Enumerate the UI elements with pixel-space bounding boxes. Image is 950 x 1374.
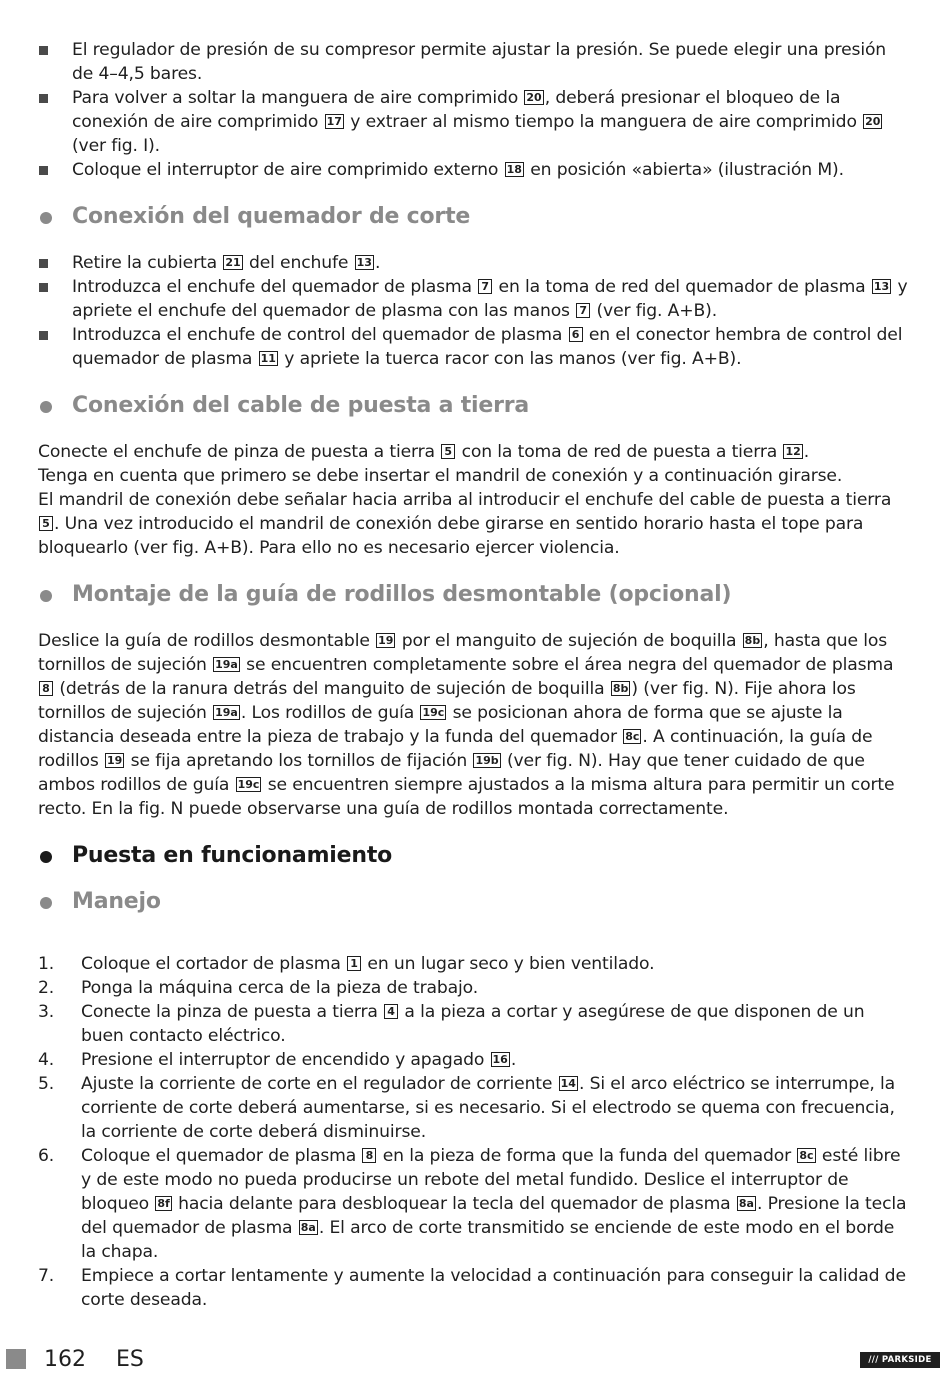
step-number: 7. bbox=[38, 1266, 55, 1286]
text-run: Deslice la guía de rodillos desmontable bbox=[38, 631, 376, 651]
text-run: Ajuste la corriente de corte en el regulador de corriente bbox=[81, 1074, 558, 1094]
part-reference: 19 bbox=[107, 754, 123, 767]
paragraph bbox=[38, 440, 912, 464]
text-run: (ver fig. N). Hay que tener cuidado de que ambos rodillos de guía bbox=[38, 751, 865, 795]
part-reference: 8a bbox=[300, 1221, 316, 1234]
text-run: se posicionan ahora de forma que se ajuste la distancia deseada entre la pieza de trabajo y la funda del quemador bbox=[38, 703, 843, 747]
step-item bbox=[38, 1048, 912, 1072]
part-reference: 19c bbox=[237, 778, 260, 791]
bullet-item bbox=[38, 323, 912, 371]
section-heading: Conexión del cable de puesta a tierra bbox=[38, 392, 912, 420]
part-reference: 8b bbox=[744, 634, 761, 647]
bullet-item bbox=[38, 251, 912, 275]
step-number: 1. bbox=[38, 954, 55, 974]
text-run: y extraer al mismo tiempo la manguera de aire comprimido bbox=[344, 112, 863, 132]
text-run: en el conector hembra de control del quemador de plasma bbox=[72, 325, 903, 369]
part-reference: 18 bbox=[506, 163, 522, 176]
text-run: Tenga en cuenta que primero se debe insertar el mandril de conexión y a continuación girarse. bbox=[38, 466, 843, 486]
part-reference: 5 bbox=[441, 444, 455, 459]
text-run: (detrás de la ranura detrás del manguito de sujeción de boquilla bbox=[54, 679, 610, 699]
text-run: . Los rodillos de guía bbox=[240, 703, 420, 723]
part-reference: 19c bbox=[422, 706, 445, 719]
section-heading: Montaje de la guía de rodillos desmontable (opcional) bbox=[38, 581, 912, 609]
text-run: , deberá presionar el bloqueo de la conexión de aire comprimido bbox=[72, 88, 841, 132]
footer bbox=[0, 1346, 950, 1374]
text-run: Conecte la pinza de puesta a tierra bbox=[81, 1002, 384, 1022]
part-reference: 8a bbox=[738, 1197, 754, 1210]
text-run: Conecte el enchufe de pinza de puesta a tierra bbox=[38, 442, 441, 462]
part-reference: 19a bbox=[215, 658, 238, 671]
section-body bbox=[38, 440, 912, 560]
part-reference: 12 bbox=[785, 445, 801, 458]
part-reference: 7 bbox=[576, 303, 590, 318]
text-run: . El arco de corte transmitido se enciende de este modo en el borde la chapa. bbox=[81, 1218, 895, 1262]
part-reference: 11 bbox=[260, 352, 276, 365]
footer-marker bbox=[6, 1349, 26, 1369]
page-content bbox=[38, 38, 912, 1312]
text-run: . A continuación, la guía de rodillos bbox=[38, 727, 873, 771]
part-reference: 8c bbox=[625, 730, 640, 743]
steps-list bbox=[38, 952, 912, 1312]
text-run: del enchufe bbox=[243, 253, 354, 273]
text-run: en posición «abierta» (ilustración M). bbox=[524, 160, 844, 180]
step-item bbox=[38, 1144, 912, 1264]
text-run: . bbox=[374, 253, 381, 273]
text-run: hacia delante para desbloquear la tecla del quemador de plasma bbox=[172, 1194, 736, 1214]
part-reference: 14 bbox=[560, 1077, 576, 1090]
page-number: 162 bbox=[44, 1347, 86, 1372]
text-run: Ponga la máquina cerca de la pieza de trabajo. bbox=[81, 978, 479, 998]
step-number: 4. bbox=[38, 1050, 55, 1070]
text-run: se fija apretando los tornillos de fijación bbox=[125, 751, 473, 771]
language-code: ES bbox=[116, 1347, 144, 1372]
text-run: . bbox=[510, 1050, 517, 1070]
text-run: Introduzca el enchufe de control del quemador de plasma bbox=[72, 325, 568, 345]
text-run: en la toma de red del quemador de plasma bbox=[493, 277, 871, 297]
text-run: Introduzca el enchufe del quemador de plasma bbox=[72, 277, 478, 297]
part-reference: 8c bbox=[799, 1149, 814, 1162]
text-run: en un lugar seco y bien ventilado. bbox=[362, 954, 655, 974]
text-run: . bbox=[803, 442, 810, 462]
text-run: El mandril de conexión debe señalar hacia arriba al introducir el enchufe del cable de puesta a tierra bbox=[38, 490, 892, 510]
part-reference: 19b bbox=[475, 754, 499, 767]
bullet-item bbox=[38, 86, 912, 158]
text-run: en la pieza de forma que la funda del quemador bbox=[377, 1146, 797, 1166]
section-bullet-list bbox=[38, 251, 912, 371]
step-item bbox=[38, 976, 912, 1000]
part-reference: 5 bbox=[39, 516, 53, 531]
part-reference: 16 bbox=[492, 1053, 508, 1066]
bullet-item bbox=[38, 38, 912, 86]
part-reference: 19a bbox=[215, 706, 238, 719]
part-reference: 8 bbox=[362, 1148, 376, 1163]
step-item bbox=[38, 1000, 912, 1048]
text-run: esté libre y de este modo no pueda producirse un rebote del metal fundido. Deslice el interruptor de bloqueo bbox=[81, 1146, 901, 1214]
text-run: (ver fig. I). bbox=[72, 136, 160, 156]
text-run: Presione el interruptor de encendido y apagado bbox=[81, 1050, 490, 1070]
step-number: 2. bbox=[38, 978, 55, 998]
step-item bbox=[38, 1072, 912, 1144]
heading-handling: Manejo bbox=[38, 888, 912, 916]
part-reference: 8 bbox=[39, 681, 53, 696]
part-reference: 13 bbox=[873, 280, 890, 293]
text-run: se encuentren siempre ajustados a la misma altura para permitir un corte recto. En la fig. N puede observarse una guía de rodillos montada correctamente. bbox=[38, 775, 895, 819]
part-reference: 17 bbox=[326, 115, 342, 128]
paragraph bbox=[38, 464, 912, 488]
text-run: Coloque el quemador de plasma bbox=[81, 1146, 362, 1166]
brand-logo: /// PARKSIDE bbox=[860, 1352, 940, 1368]
text-run: a la pieza a cortar y asegúrese de que disponen de un buen contacto eléctrico. bbox=[81, 1002, 865, 1046]
text-run: (ver fig. A+B). bbox=[591, 301, 718, 321]
step-number: 3. bbox=[38, 1002, 55, 1022]
intro-bullet-list bbox=[38, 38, 912, 182]
text-run: con la toma de red de puesta a tierra bbox=[456, 442, 783, 462]
text-run: Coloque el interruptor de aire comprimido externo bbox=[72, 160, 504, 180]
part-reference: 20 bbox=[865, 115, 881, 128]
text-run: y apriete el enchufe del quemador de plasma con las manos bbox=[72, 277, 908, 321]
section-body bbox=[38, 629, 912, 821]
paragraph bbox=[38, 488, 912, 560]
part-reference: 1 bbox=[347, 956, 361, 971]
part-reference: 8b bbox=[612, 682, 629, 695]
text-run: ) (ver fig. N). Fije ahora los tornillos de sujeción bbox=[38, 679, 856, 723]
heading-operation: Puesta en funcionamiento bbox=[38, 842, 912, 870]
text-run: Retire la cubierta bbox=[72, 253, 223, 273]
section-heading: Conexión del quemador de corte bbox=[38, 203, 912, 231]
part-reference: 8f bbox=[157, 1197, 170, 1210]
text-run: , hasta que los tornillos de sujeción bbox=[38, 631, 888, 675]
step-item bbox=[38, 1264, 912, 1312]
text-run: El regulador de presión de su compresor permite ajustar la presión. Se puede elegir una presión de 4–4,5 bares. bbox=[72, 40, 887, 84]
part-reference: 19 bbox=[378, 634, 394, 647]
step-item bbox=[38, 952, 912, 976]
text-run: . Presione la tecla del quemador de plasma bbox=[81, 1194, 907, 1238]
paragraph bbox=[38, 629, 912, 821]
part-reference: 6 bbox=[569, 327, 583, 342]
part-reference: 13 bbox=[356, 256, 372, 269]
text-run: por el manguito de sujeción de boquilla bbox=[396, 631, 742, 651]
text-run: . Una vez introducido el mandril de conexión debe girarse en sentido horario hasta el tope para bloquearlo (ver fig. A+B). Para ello no es necesario ejercer violencia. bbox=[38, 514, 864, 558]
text-run: se encuentren completamente sobre el área negra del quemador de plasma bbox=[240, 655, 894, 675]
part-reference: 21 bbox=[225, 256, 241, 269]
part-reference: 4 bbox=[384, 1004, 398, 1019]
bullet-item bbox=[38, 158, 912, 182]
sections bbox=[38, 203, 912, 821]
step-number: 6. bbox=[38, 1146, 55, 1166]
step-number: 5. bbox=[38, 1074, 55, 1094]
text-run: Coloque el cortador de plasma bbox=[81, 954, 347, 974]
text-run: Para volver a soltar la manguera de aire comprimido bbox=[72, 88, 524, 108]
text-run: . Si el arco eléctrico se interrumpe, la corriente de corte deberá aumentarse, si es necesario. Si el electrodo se quema con frecuencia, la corriente de corte deberá disminuirse. bbox=[81, 1074, 896, 1142]
text-run: Empiece a cortar lentamente y aumente la velocidad a continuación para conseguir la calidad de corte deseada. bbox=[81, 1266, 906, 1310]
bullet-item bbox=[38, 275, 912, 323]
text-run: y apriete la tuerca racor con las manos (ver fig. A+B). bbox=[278, 349, 742, 369]
part-reference: 7 bbox=[478, 279, 492, 294]
part-reference: 20 bbox=[526, 91, 542, 104]
